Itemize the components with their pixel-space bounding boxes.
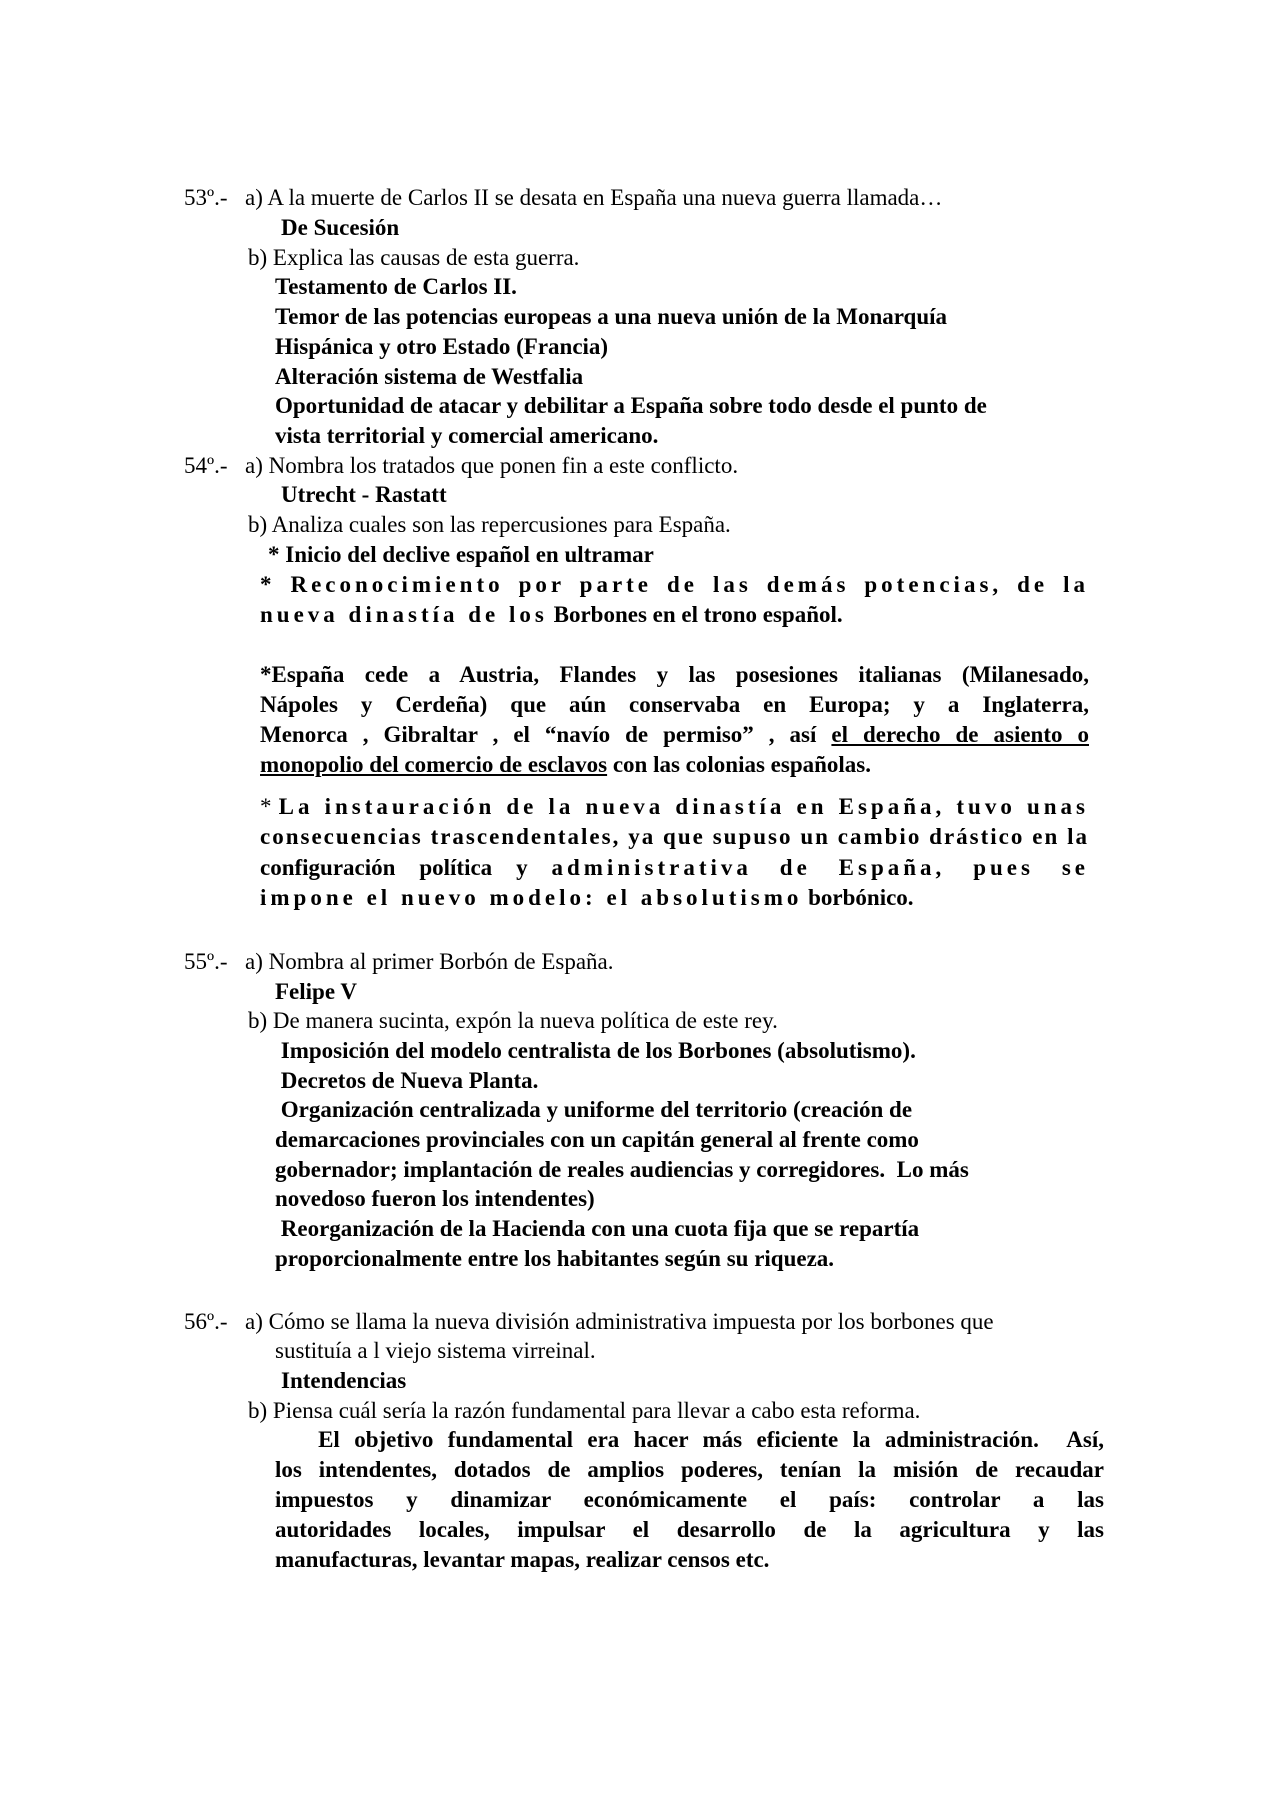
q53-b-answer-line: Testamento de Carlos II.: [275, 274, 517, 299]
q55-b-answer-line: Reorganización de la Hacienda con una cuota fija que se repartía: [275, 1216, 920, 1241]
q54-bullet-4-line-3-b: administrativa de España, pues se: [551, 855, 1089, 880]
q54-bullet-1: * Inicio del declive español en ultramar: [268, 542, 654, 567]
q53-b-answer-line: Hispánica y otro Estado (Francia): [275, 334, 609, 359]
q54-bullet-4-line-3: [260, 853, 1089, 883]
q54-bullet-2-line-2: [260, 600, 843, 630]
q55-b-answer-line: gobernador; implantación de reales audiencias y corregidores. Lo más: [275, 1157, 969, 1182]
q56-a-question-line-1: a) Cómo se llama la nueva división administrativa impuesta por los borbones que: [245, 1309, 994, 1334]
q54-a-answer: Utrecht - Rastatt: [281, 482, 447, 507]
q53-b-answer-line: Alteración sistema de Westfalia: [275, 364, 584, 389]
q54-bullet-2-line-2-tail: Borbones en el trono español.: [553, 602, 843, 627]
q55-a-answer: Felipe V: [275, 979, 357, 1004]
q55-a-question: a) Nombra al primer Borbón de España.: [245, 949, 614, 974]
q55-number: 55º.-: [184, 949, 228, 974]
q55-b-answer-line: Imposición del modelo centralista de los Borbones (absolutismo).: [275, 1038, 916, 1063]
q56-b-answer-line: autoridades locales, impulsar el desarrollo de la agricultura y las: [275, 1517, 1104, 1542]
q54-bullet-3-line-4: [260, 750, 871, 780]
q53-a-question: a) A la muerte de Carlos II se desata en España una nueva guerra llamada…: [245, 185, 943, 210]
q54-bullet-4-line-2: consecuencias trascendentales, ya que supuso un cambio drástico en la: [260, 824, 1089, 849]
q56-b-answer-line: los intendentes, dotados de amplios poderes, tenían la misión de recaudar: [275, 1457, 1104, 1482]
q54-bullet-3-line-2: Nápoles y Cerdeña) que aún conservaba en Europa; y a Inglaterra,: [260, 692, 1089, 717]
q54-bullet-3-underlined-2: monopolio del comercio de esclavos: [260, 752, 608, 777]
q54-bullet-4-line-1: [260, 792, 1089, 822]
q56-a-answer: Intendencias: [281, 1368, 407, 1393]
q55-b-answer-line: Organización centralizada y uniforme del territorio (creación de: [275, 1097, 913, 1122]
q55-b-answer-line: demarcaciones provinciales con un capitán general al frente como: [275, 1127, 919, 1152]
q55-b-answer-line: novedoso fueron los intendentes): [275, 1186, 595, 1211]
q54-bullet-3-underlined-1: el derecho de asiento o: [831, 722, 1089, 747]
q55-b-answer-line: proporcionalmente entre los habitantes según su riqueza.: [275, 1246, 835, 1271]
q56-b-answer-line: impuestos y dinamizar económicamente el país: controlar a las: [275, 1487, 1104, 1512]
q54-bullet-4-line-3-a: configuración política y: [260, 855, 528, 880]
q54-bullet-4-line-4-a: impone el nuevo modelo: el absolutismo: [260, 885, 803, 910]
q54-bullet-4-line-4-b: borbónico.: [808, 885, 914, 910]
q54-bullet-3-line-4-tail: con las colonias españolas.: [612, 752, 871, 777]
q54-bullet-4-star: *: [260, 794, 272, 819]
q54-number: 54º.-: [184, 453, 228, 478]
q53-b-answer-line: vista territorial y comercial americano.: [275, 423, 659, 448]
q53-b-question: b) Explica las causas de esta guerra.: [248, 245, 580, 270]
q56-number: 56º.-: [184, 1309, 228, 1334]
q55-b-question: b) De manera sucinta, expón la nueva política de este rey.: [248, 1008, 778, 1033]
q53-number: 53º.-: [184, 185, 228, 210]
q54-bullet-4-line-1-text: La instauración de la nueva dinastía en España, tuvo unas: [278, 794, 1089, 819]
q56-a-question-line-2: sustituía a l viejo sistema virreinal.: [275, 1338, 596, 1363]
q54-bullet-3-line-3: [260, 720, 1089, 750]
q56-b-question: b) Piensa cuál sería la razón fundamental para llevar a cabo esta reforma.: [248, 1398, 921, 1423]
q54-b-question: b) Analiza cuales son las repercusiones para España.: [248, 512, 731, 537]
q56-b-answer-line: El objetivo fundamental era hacer más eficiente la administración. Así,: [275, 1427, 1104, 1452]
q54-bullet-4-line-4: [260, 883, 914, 913]
q55-b-answer-line: Decretos de Nueva Planta.: [275, 1068, 539, 1093]
q54-bullet-2-line-1: * Reconocimiento por parte de las demás potencias, de la: [260, 572, 1089, 597]
q54-bullet-2-line-2-spaced: nueva dinastía de los: [260, 602, 548, 627]
q56-b-answer-line: manufacturas, levantar mapas, realizar censos etc.: [275, 1547, 770, 1572]
q53-a-answer: De Sucesión: [281, 215, 400, 240]
q53-b-answer-line: Oportunidad de atacar y debilitar a España sobre todo desde el punto de: [275, 393, 987, 418]
q54-a-question: a) Nombra los tratados que ponen fin a este conflicto.: [245, 453, 739, 478]
q54-bullet-3-line-1: *España cede a Austria, Flandes y las posesiones italianas (Milanesado,: [260, 662, 1089, 687]
q54-bullet-3-line-3-text: Menorca , Gibraltar , el “navío de permiso” , así: [260, 722, 817, 747]
q53-b-answer-line: Temor de las potencias europeas a una nueva unión de la Monarquía: [275, 304, 948, 329]
